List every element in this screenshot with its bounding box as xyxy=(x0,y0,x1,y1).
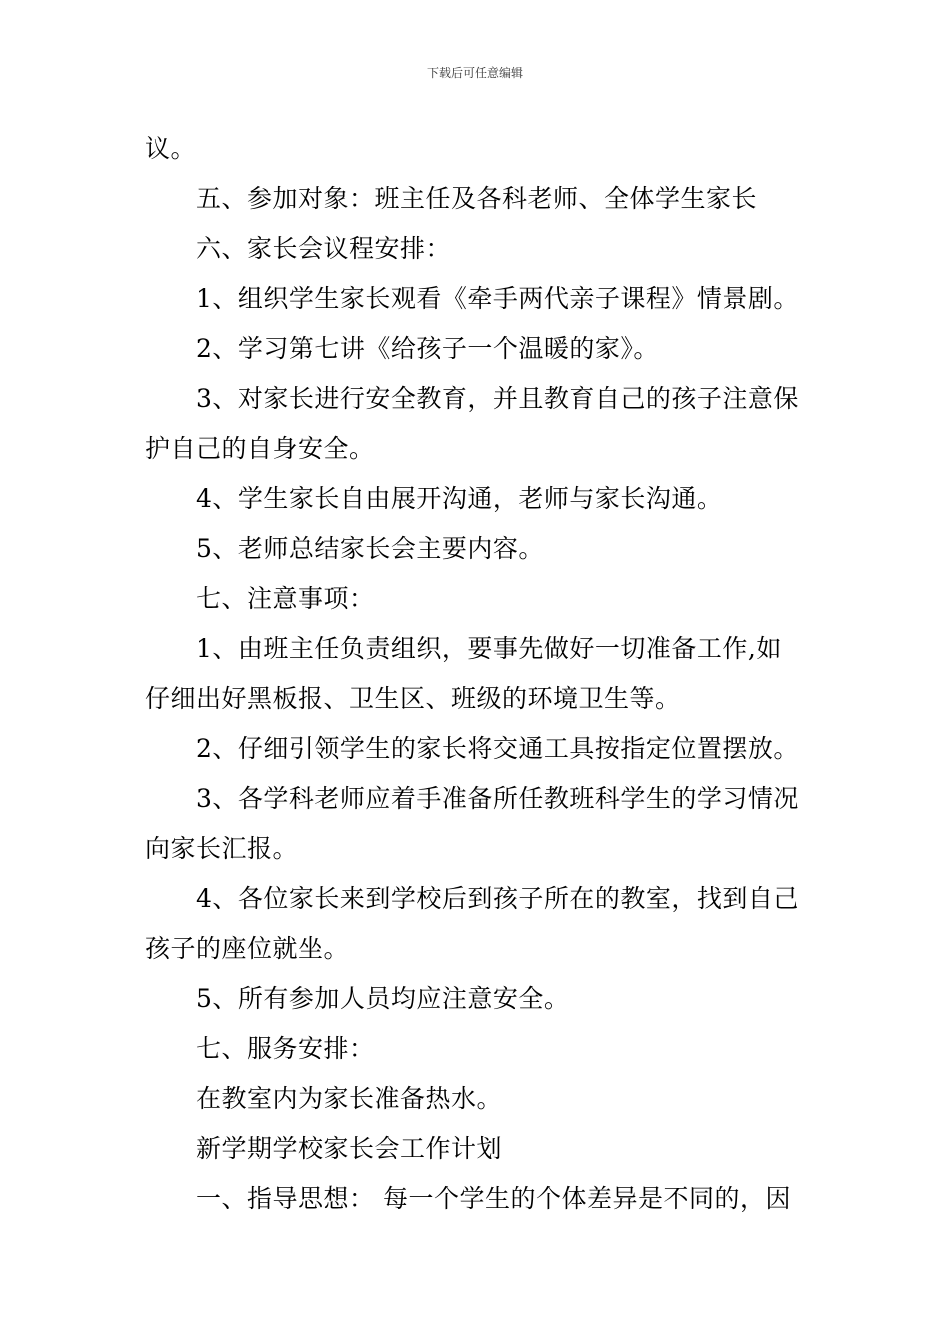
document-body xyxy=(145,124,810,1224)
text-line: 在教室内为家长准备热水。 xyxy=(196,1084,503,1113)
text-line: 4、学生家长自由展开沟通，老师与家长沟通。 xyxy=(196,484,723,513)
text-line: 一、指导思想： 每一个学生的个体差异是不同的，因 xyxy=(196,1184,791,1213)
page-header xyxy=(0,64,950,82)
text-line: 向家长汇报。 xyxy=(145,834,299,863)
text-line: 4、各位家长来到学校后到孩子所在的教室，找到自己 xyxy=(196,884,799,913)
text-line: 3、各学科老师应着手准备所任教班科学生的学习情况 xyxy=(196,784,799,813)
text-line: 仔细出好黑板报、卫生区、班级的环境卫生等。 xyxy=(145,684,681,713)
text-line: 护自己的自身安全。 xyxy=(145,434,375,463)
header-text: 下载后可任意编辑 xyxy=(426,66,523,80)
text-line: 七、服务安排： xyxy=(196,1034,375,1063)
text-line: 六、家长会议程安排： xyxy=(196,234,452,263)
text-line: 七、注意事项： xyxy=(196,584,375,613)
text-line: 3、对家长进行安全教育，并且教育自己的孩子注意保 xyxy=(196,384,799,413)
text-line: 1、由班主任负责组织，要事先做好一切准备工作,如 xyxy=(196,634,782,663)
text-line: 新学期学校家长会工作计划 xyxy=(196,1134,503,1163)
text-line: 孩子的座位就坐。 xyxy=(145,934,350,963)
text-line: 2、学习第七讲《给孩子一个温暖的家》。 xyxy=(196,334,659,363)
text-line: 议。 xyxy=(145,134,197,163)
text-line: 2、仔细引领学生的家长将交通工具按指定位置摆放。 xyxy=(196,734,799,763)
text-line: 1、组织学生家长观看《牵手两代亲子课程》情景剧。 xyxy=(196,284,799,313)
text-line: 5、所有参加人员均应注意安全。 xyxy=(196,984,570,1013)
text-line: 五、参加对象：班主任及各科老师、全体学生家长 xyxy=(196,184,758,213)
text-line: 5、老师总结家长会主要内容。 xyxy=(196,534,544,563)
